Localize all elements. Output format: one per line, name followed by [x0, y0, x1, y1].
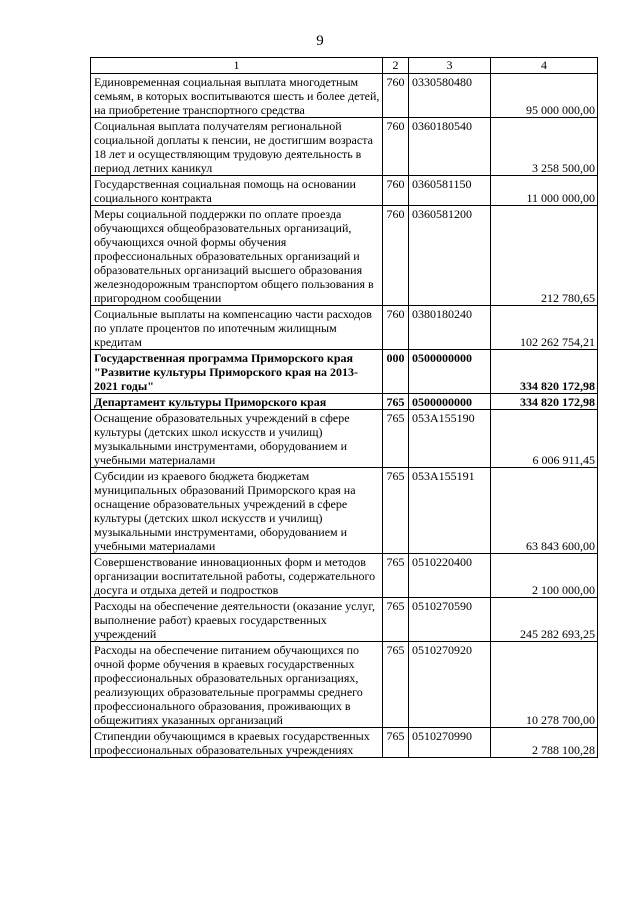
budget-table — [90, 57, 598, 758]
row-code: 0360581150 — [409, 176, 491, 206]
row-code: 053A155191 — [409, 468, 491, 554]
row-amount: 11 000 000,00 — [491, 176, 598, 206]
table-row — [91, 74, 598, 118]
table-row — [91, 598, 598, 642]
row-name: Расходы на обеспечение питанием обучающихся по очной форме обучения в краевых государственных профессиональных образовательных организациях, реализующих образовательные программы среднего профессионального образования, проживающих в общежитиях указанных организаций — [91, 642, 383, 728]
row-amount: 212 780,65 — [491, 206, 598, 306]
row-name: Государственная социальная помощь на основании социального контракта — [91, 176, 383, 206]
row-grbs: 765 — [383, 410, 409, 468]
row-grbs: 760 — [383, 306, 409, 350]
row-code: 0510270920 — [409, 642, 491, 728]
row-grbs: 765 — [383, 554, 409, 598]
row-amount: 2 100 000,00 — [491, 554, 598, 598]
table-row — [91, 206, 598, 306]
row-grbs: 760 — [383, 206, 409, 306]
row-name: Департамент культуры Приморского края — [91, 394, 383, 410]
row-amount: 95 000 000,00 — [491, 74, 598, 118]
table-row — [91, 642, 598, 728]
table-header-row — [91, 58, 598, 74]
table-row — [91, 554, 598, 598]
row-code: 0360581200 — [409, 206, 491, 306]
row-name: Расходы на обеспечение деятельности (оказание услуг, выполнение работ) краевых государственных учреждений — [91, 598, 383, 642]
row-code: 0380180240 — [409, 306, 491, 350]
row-name: Совершенствование инновационных форм и методов организации воспитательной работы, содержательного досуга и отдыха детей и подростков — [91, 554, 383, 598]
row-grbs: 760 — [383, 74, 409, 118]
row-grbs: 765 — [383, 394, 409, 410]
row-code: 0360180540 — [409, 118, 491, 176]
table-row — [91, 468, 598, 554]
header-col-3: 3 — [409, 58, 491, 74]
row-code: 0510220400 — [409, 554, 491, 598]
row-grbs: 765 — [383, 642, 409, 728]
page-number: 9 — [316, 33, 324, 49]
table-row — [91, 394, 598, 410]
table-row — [91, 728, 598, 758]
row-amount: 102 262 754,21 — [491, 306, 598, 350]
row-name: Единовременная социальная выплата многодетным семьям, в которых воспитываются шесть и более детей, на приобретение транспортного средства — [91, 74, 383, 118]
row-code: 0510270990 — [409, 728, 491, 758]
row-amount: 334 820 172,98 — [491, 394, 598, 410]
header-col-1: 1 — [91, 58, 383, 74]
row-name: Меры социальной поддержки по оплате проезда обучающихся общеобразовательных организаций, обучающихся очной формы обучения профессиональных образовательных организаций и образовательных организаций высшего образования железнодорожным транспортом общего пользования в пригородном сообщении — [91, 206, 383, 306]
row-amount: 10 278 700,00 — [491, 642, 598, 728]
row-grbs: 760 — [383, 176, 409, 206]
table-row — [91, 118, 598, 176]
row-code: 0510270590 — [409, 598, 491, 642]
row-name: Стипендии обучающимся в краевых государственных профессиональных образовательных учреждениях — [91, 728, 383, 758]
table-row — [91, 306, 598, 350]
row-grbs: 760 — [383, 118, 409, 176]
row-name: Социальная выплата получателям региональной социальной доплаты к пенсии, не достигшим возраста 18 лет и осуществляющим трудовую деятельность в период летних каникул — [91, 118, 383, 176]
row-grbs: 765 — [383, 468, 409, 554]
row-name: Государственная программа Приморского края "Развитие культуры Приморского края на 2013-2021 годы" — [91, 350, 383, 394]
row-amount: 3 258 500,00 — [491, 118, 598, 176]
row-name: Субсидии из краевого бюджета бюджетам муниципальных образований Приморского края на оснащение образовательных учреждений в сфере культуры (детских школ искусств и училищ) музыкальными инструментами, оборудованием и учебными материалами — [91, 468, 383, 554]
row-code: 0330580480 — [409, 74, 491, 118]
table-row — [91, 176, 598, 206]
row-amount: 6 006 911,45 — [491, 410, 598, 468]
row-amount: 2 788 100,28 — [491, 728, 598, 758]
row-code: 0500000000 — [409, 394, 491, 410]
table-row — [91, 410, 598, 468]
header-col-2: 2 — [383, 58, 409, 74]
header-col-4: 4 — [491, 58, 598, 74]
row-code: 053A155190 — [409, 410, 491, 468]
row-name: Социальные выплаты на компенсацию части расходов по уплате процентов по ипотечным жилищным кредитам — [91, 306, 383, 350]
row-amount: 334 820 172,98 — [491, 350, 598, 394]
table-row — [91, 350, 598, 394]
row-amount: 245 282 693,25 — [491, 598, 598, 642]
row-grbs: 765 — [383, 728, 409, 758]
row-code: 0500000000 — [409, 350, 491, 394]
row-grbs: 765 — [383, 598, 409, 642]
row-grbs: 000 — [383, 350, 409, 394]
row-amount: 63 843 600,00 — [491, 468, 598, 554]
row-name: Оснащение образовательных учреждений в сфере культуры (детских школ искусств и училищ) музыкальными инструментами, оборудованием и учебными материалами — [91, 410, 383, 468]
